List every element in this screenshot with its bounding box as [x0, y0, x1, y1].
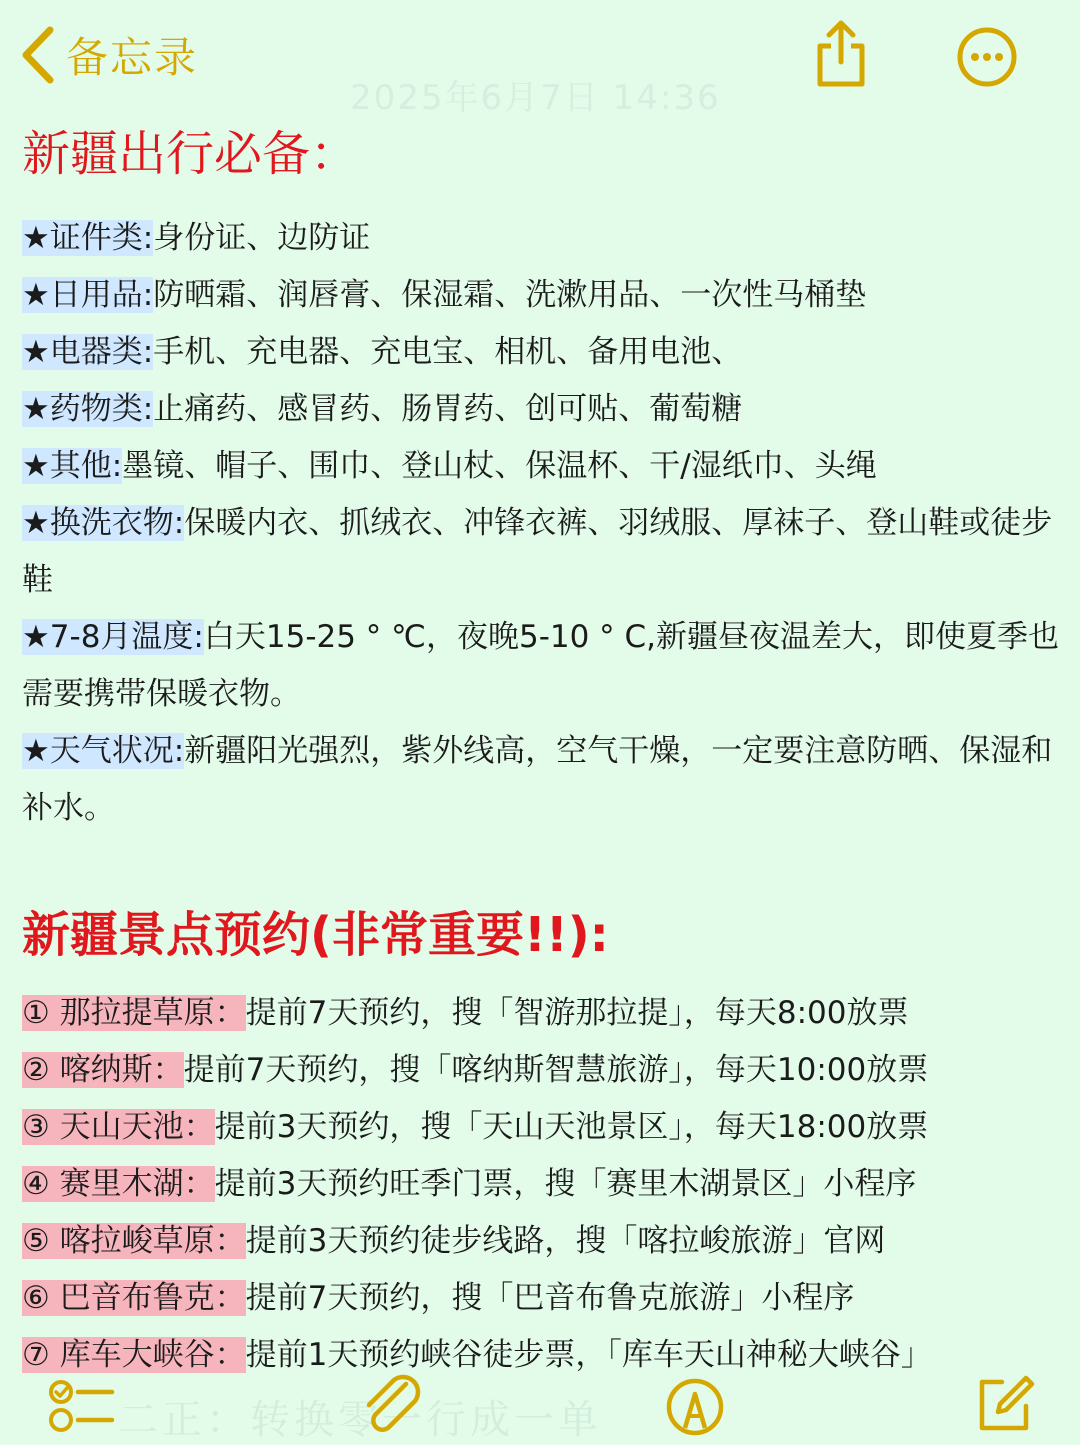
- note-body[interactable]: [22, 118, 1062, 1384]
- list-item: [22, 438, 1062, 495]
- list-item: [22, 495, 1062, 609]
- item-text: 保暖内衣、抓绒衣、冲锋衣裤、羽绒服、厚袜子、登山鞋或徒步鞋: [22, 505, 1053, 598]
- item-text: 白天15-25 ° ℃，夜晚5-10 ° C,新疆昼夜温差大，即使夏季也需要携带保暖衣物。: [22, 619, 1060, 712]
- list-item: [22, 210, 1062, 267]
- paperclip-icon: [360, 1372, 424, 1438]
- section-title-essentials: 新疆出行必备：: [22, 126, 359, 182]
- list-item: [22, 324, 1062, 381]
- item-label: ★7-8月温度:: [22, 619, 204, 655]
- spot-text: 提前3天预约，搜「天山天池景区」，每天18:00放票: [214, 1109, 929, 1145]
- markup-button[interactable]: [664, 1376, 726, 1442]
- spot-label: ⑥ 巴音布鲁克：: [22, 1280, 246, 1316]
- list-item: [22, 267, 1062, 324]
- list-item: [22, 1099, 1062, 1156]
- item-label: ★日用品:: [22, 277, 154, 313]
- compose-icon: [972, 1372, 1036, 1436]
- item-text: 身份证、边防证: [153, 220, 371, 256]
- item-text: 止痛药、感冒药、肠胃药、创可贴、葡萄糖: [153, 391, 743, 427]
- item-text: 墨镜、帽子、围巾、登山杖、保温杯、干/湿纸巾、头绳: [122, 448, 877, 484]
- item-label: ★证件类:: [22, 220, 154, 256]
- top-navigation-bar: [0, 0, 1080, 118]
- spot-text: 提前3天预约徒步线路，搜「喀拉峻旅游」官网: [245, 1223, 886, 1259]
- list-item: [22, 1042, 1062, 1099]
- back-label: 备忘录: [66, 33, 199, 82]
- faded-overlay-text: 二正：转换零一行成一单: [118, 1397, 602, 1443]
- checklist-button[interactable]: [48, 1378, 118, 1442]
- share-icon: [812, 18, 870, 90]
- spot-label: ⑤ 喀拉峻草原：: [22, 1223, 246, 1259]
- more-options-button[interactable]: [956, 26, 1018, 92]
- back-button[interactable]: [18, 22, 198, 88]
- item-text: 防晒霜、润唇膏、保湿霜、洗漱用品、一次性马桶垫: [153, 277, 867, 313]
- list-item: [22, 1213, 1062, 1270]
- spot-text: 提前7天预约，搜「巴音布鲁克旅游」小程序: [245, 1280, 855, 1316]
- item-text: 新疆阳光强烈，紫外线高，空气干燥，一定要注意防晒、保湿和补水。: [22, 733, 1053, 826]
- list-item: [22, 1270, 1062, 1327]
- spot-label: ③ 天山天池：: [22, 1109, 215, 1145]
- checklist-icon: [48, 1378, 118, 1438]
- section-title-reservations: 新疆景点预约(非常重要!!):: [22, 907, 609, 963]
- list-item: [22, 985, 1062, 1042]
- spot-label: ② 喀纳斯：: [22, 1052, 184, 1088]
- item-label: ★电器类:: [22, 334, 154, 370]
- list-item: [22, 381, 1062, 438]
- item-label: ★换洗衣物:: [22, 505, 185, 541]
- spot-text: 提前3天预约旺季门票，搜「赛里木湖景区」小程序: [214, 1166, 917, 1202]
- share-button[interactable]: [812, 18, 870, 94]
- markup-pen-icon: [664, 1376, 726, 1438]
- spot-text: 提前1天预约峡谷徒步票，「库车天山神秘大峡谷」: [245, 1337, 932, 1373]
- spot-label: ⑦ 库车大峡谷：: [22, 1337, 246, 1373]
- more-icon: [956, 26, 1018, 88]
- spot-text: 提前7天预约，搜「喀纳斯智慧旅游」，每天10:00放票: [183, 1052, 929, 1088]
- spot-label: ① 那拉提草原：: [22, 995, 246, 1031]
- spot-text: 提前7天预约，搜「智游那拉提」，每天8:00放票: [245, 995, 909, 1031]
- list-item: [22, 1156, 1062, 1213]
- list-item: [22, 723, 1062, 837]
- bottom-toolbar: [0, 1370, 1080, 1443]
- item-label: ★天气状况:: [22, 733, 185, 769]
- item-text: 手机、充电器、充电宝、相机、备用电池、: [153, 334, 743, 370]
- note-date-faded: 2025年6月7日 14:36: [350, 78, 721, 118]
- chevron-left-icon: [18, 22, 58, 88]
- compose-button[interactable]: [972, 1372, 1036, 1440]
- spot-label: ④ 赛里木湖：: [22, 1166, 215, 1202]
- item-label: ★其他:: [22, 448, 123, 484]
- attachment-button[interactable]: [360, 1372, 424, 1442]
- list-item: [22, 609, 1062, 723]
- item-label: ★药物类:: [22, 391, 154, 427]
